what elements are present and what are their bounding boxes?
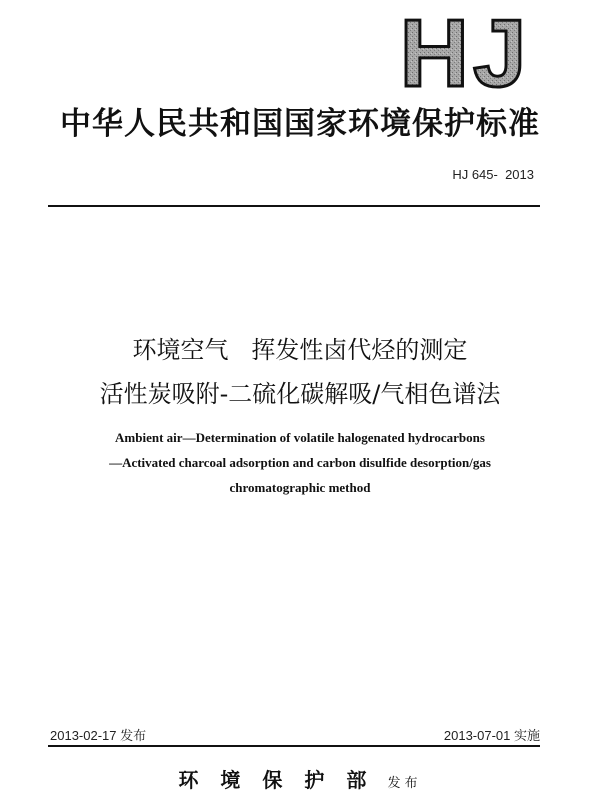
- issue-date: 2013-02-17 发布: [50, 728, 147, 743]
- english-title-line-1: Ambient air—Determination of volatile halogenated hydrocarbons: [115, 430, 485, 445]
- chinese-title-line-1: 环境空气 挥发性卤代烃的测定: [132, 336, 468, 364]
- org-title: 中华人民共和国国家环境保护标准: [60, 106, 540, 142]
- publisher-name: 环境保护部: [178, 768, 389, 792]
- publisher: [0, 764, 600, 793]
- chinese-title-line-2: 活性炭吸附-二硫化碳解吸/气相色谱法: [99, 380, 501, 408]
- english-title-line-3: chromatographic method: [229, 480, 371, 495]
- english-title-line-2: —Activated charcoal adsorption and carbon disulfide desorption/gas: [109, 455, 491, 470]
- standard-number: HJ 645- 2013: [452, 167, 534, 182]
- publisher-action: 发布: [387, 776, 422, 791]
- hj-logo-icon: [400, 8, 530, 92]
- logo-text: HJ: [400, 8, 530, 92]
- implementation-date: 2013-07-01 实施: [443, 728, 540, 743]
- header-divider: [48, 205, 540, 207]
- footer-divider: [48, 745, 540, 747]
